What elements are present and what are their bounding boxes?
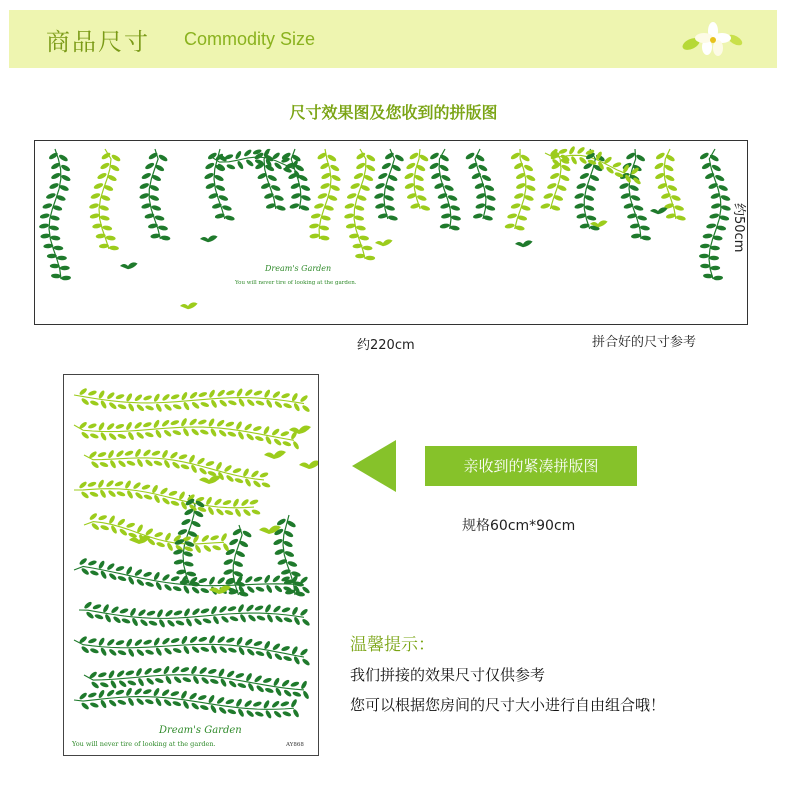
panorama-caption: 拼合好的尺寸参考	[592, 335, 697, 350]
tips-line-1: 我们拼接的效果尺寸仅供参考	[350, 666, 546, 684]
panorama-brand: Dream's Garden	[265, 264, 332, 273]
compact-code: AY868	[286, 742, 304, 748]
header-title-en: Commodity Size	[184, 29, 316, 49]
compact-sheet-preview	[63, 374, 319, 756]
panorama-preview	[34, 140, 748, 325]
height-label: 约50cm	[731, 203, 746, 253]
width-label: 约220cm	[357, 338, 415, 353]
header-title-cn: 商品尺寸	[46, 28, 150, 56]
section-title: 尺寸效果图及您收到的拼版图	[289, 103, 498, 122]
spec-label: 规格60cm*90cm	[462, 518, 576, 534]
flower-icon	[677, 18, 747, 60]
arrow-left-icon	[352, 440, 396, 492]
compact-label-box: 亲收到的紧凑拼版图	[425, 446, 637, 486]
tips-line-2: 您可以根据您房间的尺寸大小进行自由组合哦！	[350, 696, 666, 714]
panorama-tagline: You will never tire of looking at the garden.	[235, 280, 357, 286]
panorama-vines	[35, 141, 747, 324]
compact-vines	[64, 375, 318, 755]
compact-brand: Dream's Garden	[159, 725, 242, 736]
header-banner	[9, 10, 777, 68]
tips-title: 温馨提示：	[350, 635, 435, 655]
compact-tagline: You will never tire of looking at the garden.	[72, 740, 216, 748]
